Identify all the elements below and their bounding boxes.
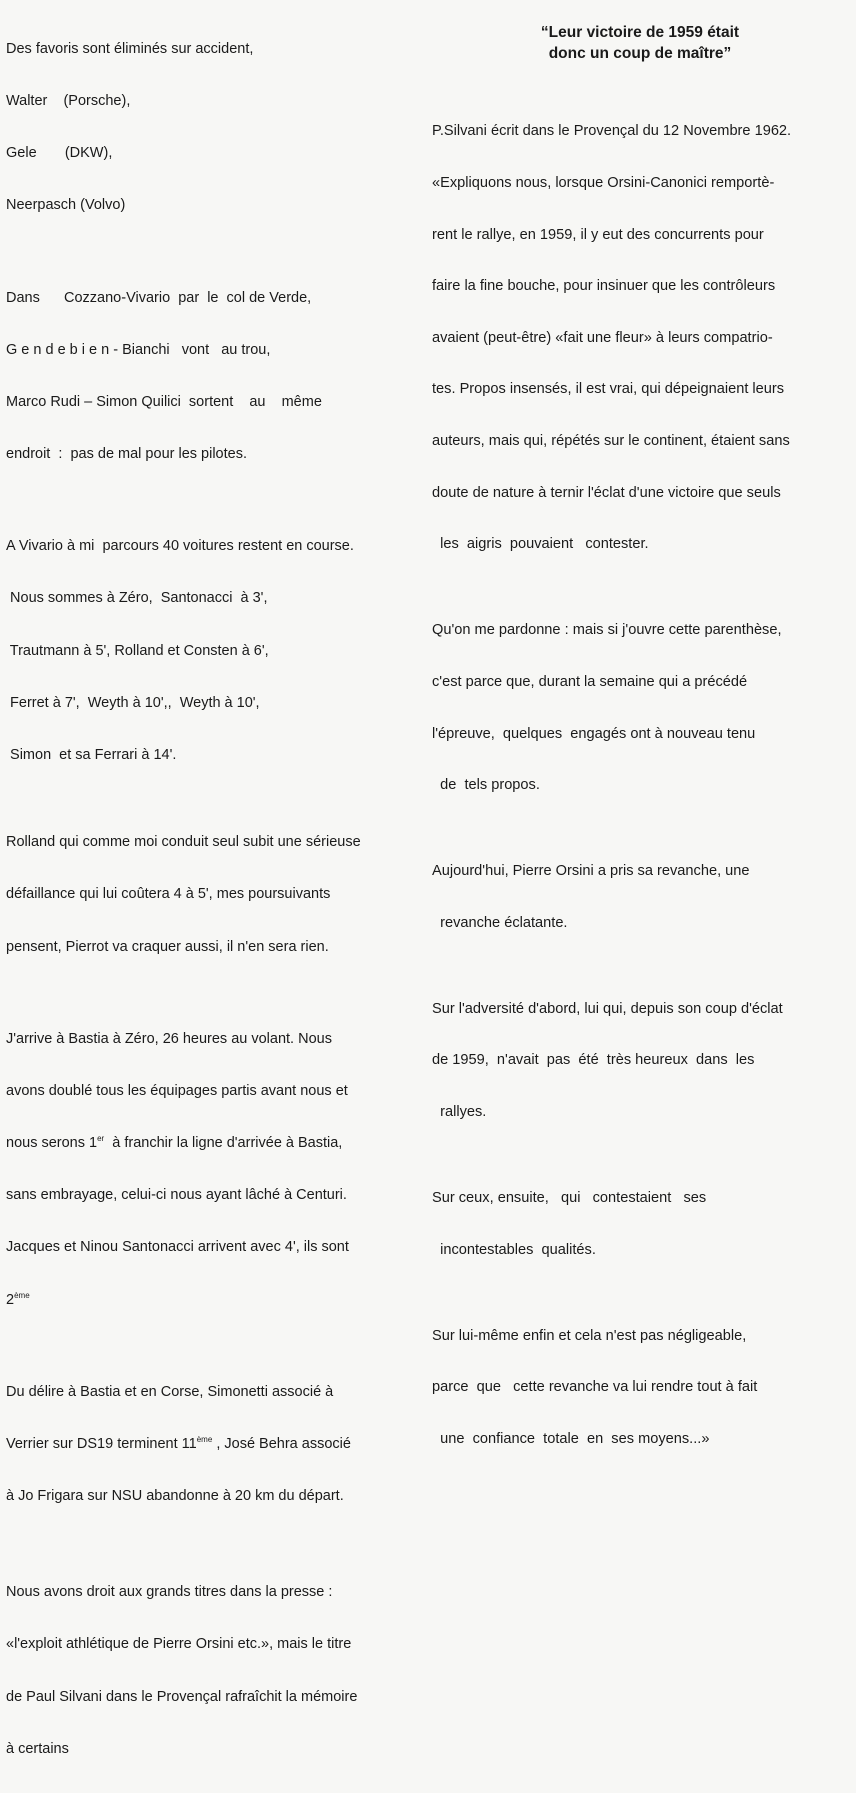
text-line: une confiance totale en ses moyens...» (432, 1430, 710, 1447)
text-line: faire la fine bouche, pour insinuer que les contrôleurs (432, 278, 776, 295)
text-line: Sur l'adversité d'abord, lui qui, depuis son coup d'éclat (432, 1000, 783, 1017)
text-line (6, 1436, 424, 1453)
text-line: J'arrive à Bastia à Zéro, 26 heures au volant. Nous (6, 1030, 332, 1047)
text-line (6, 1292, 424, 1309)
right-column (432, 0, 850, 1447)
text-line: Rolland qui comme moi conduit seul subit une sérieuse (6, 834, 361, 851)
text-line: auteurs, mais qui, répétés sur le continent, étaient sans (432, 433, 790, 450)
text-line: c'est parce que, durant la semaine qui a précédé (432, 673, 748, 690)
text-line: G e n d e b i e n - Bianchi vont au trou, (6, 341, 271, 358)
text-line: endroit : pas de mal pour les pilotes. (6, 446, 247, 463)
paragraph-presse (6, 1549, 424, 1793)
text-line: Sur lui-même enfin et cela n'est pas négligeable, (432, 1327, 747, 1344)
paragraph-lui-meme (432, 1293, 850, 1482)
text-line: «Expliquons nous, lorsque Orsini-Canonici remportè- (432, 175, 775, 192)
article-title (470, 22, 810, 64)
left-column (6, 0, 424, 1757)
text-line: Du délire à Bastia et en Corse, Simonetti associé à (6, 1383, 334, 1400)
text-line: Ferret à 7', Weyth à 10',, Weyth à 10', (6, 694, 260, 711)
text-line: Nous avons droit aux grands titres dans la presse : (6, 1584, 333, 1601)
text-line: les aigris pouvaient contester. (432, 536, 649, 553)
text-line: Aujourd'hui, Pierre Orsini a pris sa revanche, une (432, 863, 750, 880)
text-line (6, 1135, 424, 1152)
text-line: Sur ceux, ensuite, qui contestaient ses (432, 1190, 707, 1206)
text-line: parce que cette revanche va lui rendre tout à fait (432, 1379, 758, 1396)
text-line: rent le rallye, en 1959, il y eut des concurrents pour (432, 226, 764, 243)
paragraph-bastia (6, 996, 424, 1344)
paragraph-ceux (432, 1156, 850, 1294)
title-line: “Leur victoire de 1959 était (540, 24, 740, 41)
text-fragment: Verrier sur DS19 terminent 11 (6, 1435, 197, 1452)
superscript: ème (196, 1434, 213, 1444)
text-line: Walter (Porsche), (6, 93, 131, 110)
text-fragment: nous serons 1 (6, 1135, 98, 1151)
text-line: pensent, Pierrot va craquer aussi, il n'en sera rien. (6, 938, 329, 955)
text-line: Jacques et Ninou Santonacci arrivent avec 4', ils sont (6, 1239, 349, 1256)
text-line: Des favoris sont éliminés sur accident, (6, 40, 254, 57)
text-line: Trautmann à 5', Rolland et Consten à 6', (6, 642, 269, 659)
text-line: A Vivario à mi parcours 40 voitures restent en course. (6, 538, 354, 555)
text-line: Neerpasch (Volvo) (6, 197, 126, 214)
text-line: avaient (peut-être) «fait une fleur» à leurs compatrio- (432, 329, 773, 346)
text-line: Simon et sa Ferrari à 14'. (6, 747, 177, 764)
text-line: de tels propos. (432, 777, 540, 794)
paragraph-silvani (432, 89, 850, 588)
text-line: incontestables qualités. (432, 1241, 596, 1258)
paragraph-rolland (6, 799, 424, 990)
paragraph-cozzano (6, 255, 424, 499)
text-line: sans embrayage, celui-ci nous ayant lâché à Centuri. (6, 1187, 347, 1204)
text-line: rallyes. (432, 1103, 487, 1120)
paragraph-favoris (6, 6, 424, 250)
text-line: avons doublé tous les équipages partis avant nous et (6, 1082, 348, 1099)
text-line: «l'exploit athlétique de Pierre Orsini etc.», mais le titre (6, 1636, 352, 1653)
paragraph-aujourdhui (432, 829, 850, 967)
text-line: P.Silvani écrit dans le Provençal du 12 Novembre 1962. (432, 123, 792, 140)
text-fragment: , José Behra associé (212, 1435, 351, 1452)
title-line: donc un coup de maître” (548, 45, 732, 62)
text-line: à Jo Frigara sur NSU abandonne à 20 km du départ. (6, 1488, 344, 1505)
paragraph-adversite (432, 966, 850, 1155)
text-line: à certains (6, 1740, 69, 1757)
text-line: Marco Rudi – Simon Quilici sortent au même (6, 393, 322, 410)
text-fragment: à franchir la ligne d'arrivée à Bastia, (104, 1135, 343, 1151)
text-line: l'épreuve, quelques engagés ont à nouveau tenu (432, 725, 756, 742)
paragraph-vivario (6, 503, 424, 799)
paragraph-pardonne (432, 588, 850, 829)
text-line: tes. Propos insensés, il est vrai, qui dépeignaient leurs (432, 381, 785, 398)
text-line: de Paul Silvani dans le Provençal rafraîchit la mémoire (6, 1688, 358, 1705)
text-line: défaillance qui lui coûtera 4 à 5', mes poursuivants (6, 886, 331, 903)
text-line: doute de nature à ternir l'éclat d'une victoire que seuls (432, 484, 781, 501)
text-line: Nous sommes à Zéro, Santonacci à 3', (6, 590, 268, 607)
text-line: de 1959, n'avait pas été très heureux dans les (432, 1052, 755, 1069)
superscript: er (97, 1134, 105, 1143)
paragraph-delire (6, 1349, 424, 1540)
text-line: Qu'on me pardonne : mais si j'ouvre cette parenthèse, (432, 622, 782, 639)
superscript: ème (14, 1290, 30, 1300)
text-fragment: 2 (6, 1291, 15, 1308)
text-line: Gele (DKW), (6, 145, 113, 162)
text-line: revanche éclatante. (432, 914, 568, 931)
text-line: Dans Cozzano-Vivario par le col de Verde, (6, 289, 312, 306)
